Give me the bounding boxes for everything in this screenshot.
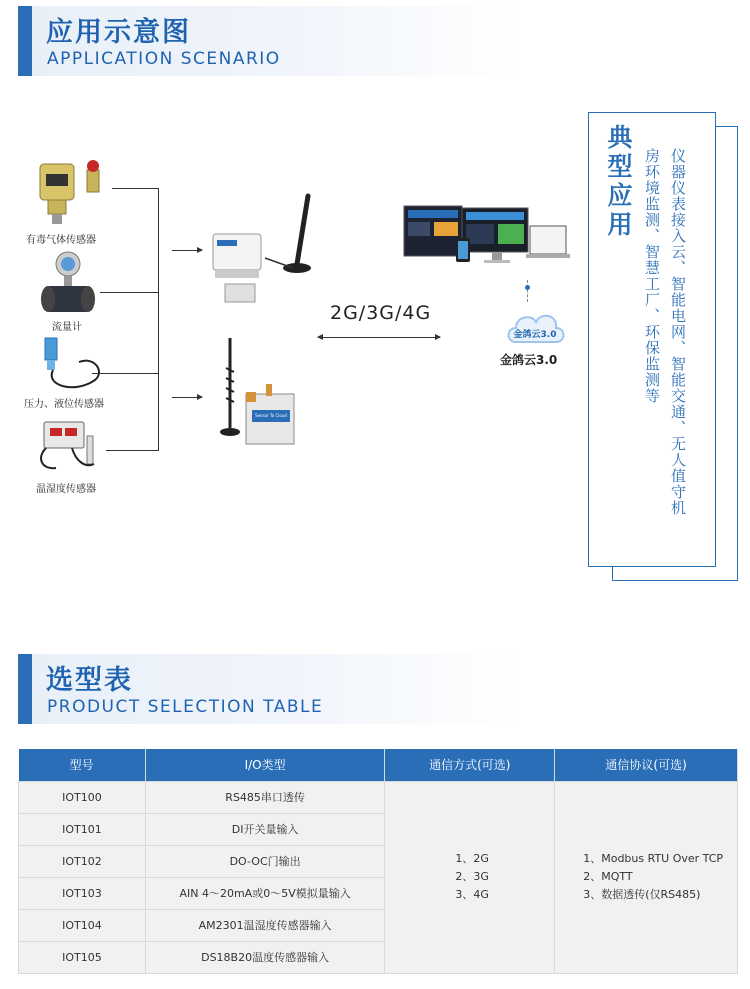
cell-model: IOT103 (19, 877, 146, 909)
toxic-gas-sensor (26, 156, 112, 246)
table-row (19, 781, 738, 813)
platform-screens (400, 204, 572, 268)
sensor-label: 流量计 (52, 322, 82, 333)
cell-io: DO-OC门输出 (145, 845, 385, 877)
cell-model: IOT105 (19, 941, 146, 973)
header-io-type: I/O类型 (145, 749, 385, 781)
cloud-icon (504, 300, 566, 350)
cell-model: IOT100 (19, 781, 146, 813)
comm-option: 3、4G (455, 888, 489, 901)
section-title-zh: 选型表 (46, 665, 133, 696)
cell-comm-merged (385, 781, 555, 973)
device-label: Sensor To Cloud (255, 413, 287, 418)
accent-bar (18, 6, 32, 76)
header-model: 型号 (19, 749, 146, 781)
cell-model: IOT102 (19, 845, 146, 877)
monitor-image (400, 204, 572, 268)
gas-detector-image (32, 156, 112, 231)
temp-humidity-image (32, 418, 112, 478)
section-header-application (18, 6, 524, 76)
header-protocol: 通信协议(可选) (555, 749, 738, 781)
cell-model: IOT101 (19, 813, 146, 845)
network-label: 2G/3G/4G (330, 302, 432, 324)
section-title-en: PRODUCT SELECTION TABLE (47, 697, 324, 717)
gateway-image (216, 338, 306, 448)
connector-line (100, 292, 159, 293)
connector-bus (158, 188, 159, 451)
section-title-zh: 应用示意图 (46, 17, 191, 48)
typical-apps-line-2: 房环境监测、智慧工厂、环保监测等 (643, 148, 661, 404)
gateway-image (205, 192, 320, 312)
product-selection-table (18, 749, 738, 974)
cloud-platform (504, 300, 566, 350)
sensor-label: 温湿度传感器 (36, 484, 96, 495)
iot-gateway-device-2 (216, 338, 306, 448)
cloud-dot (525, 285, 530, 290)
cloud-stem (527, 280, 528, 302)
connector-line (106, 450, 159, 451)
accent-bar (18, 654, 32, 724)
section-title-en: APPLICATION SCENARIO (47, 49, 281, 69)
cloud-caption: 金鸽云3.0 (500, 353, 558, 367)
table-header-row (19, 749, 738, 781)
comm-option: 1、2G (455, 852, 489, 865)
sensor-label: 压力、液位传感器 (24, 399, 104, 410)
section-header-selection (18, 654, 524, 724)
iot-gateway-device-1 (205, 192, 320, 312)
cell-io: AIN 4～20mA或0～5V模拟量输入 (145, 877, 385, 909)
header-comm: 通信方式(可选) (385, 749, 555, 781)
connector-line (112, 188, 159, 189)
flowmeter-image (38, 250, 98, 318)
protocol-option: 2、MQTT (583, 870, 633, 883)
protocol-option: 3、数据透传(仅RS485) (583, 888, 701, 901)
cell-io: AM2301温湿度传感器输入 (145, 909, 385, 941)
comm-option: 2、3G (455, 870, 489, 883)
cell-io: DI开关量输入 (145, 813, 385, 845)
flowmeter-sensor (38, 250, 98, 332)
arrow-to-device2 (172, 397, 202, 398)
cell-model: IOT104 (19, 909, 146, 941)
connector-line (92, 373, 159, 374)
bidirectional-arrow (318, 337, 440, 338)
sensor-label: 有毒气体传感器 (26, 235, 96, 246)
cell-io: DS18B20温度传感器输入 (145, 941, 385, 973)
typical-apps-title: 典型应用 (604, 124, 633, 240)
temp-humidity-sensor (32, 418, 112, 496)
cell-io: RS485串口透传 (145, 781, 385, 813)
typical-apps-line-1: 仪器仪表接入云、智能电网、智能交通、无人值守机 (669, 148, 687, 516)
protocol-option: 1、Modbus RTU Over TCP (583, 852, 724, 865)
arrow-to-device1 (172, 250, 202, 251)
cloud-badge: 金鸽云3.0 (513, 330, 557, 340)
pressure-sensor-image (35, 336, 115, 394)
cell-protocol-merged (555, 781, 738, 973)
